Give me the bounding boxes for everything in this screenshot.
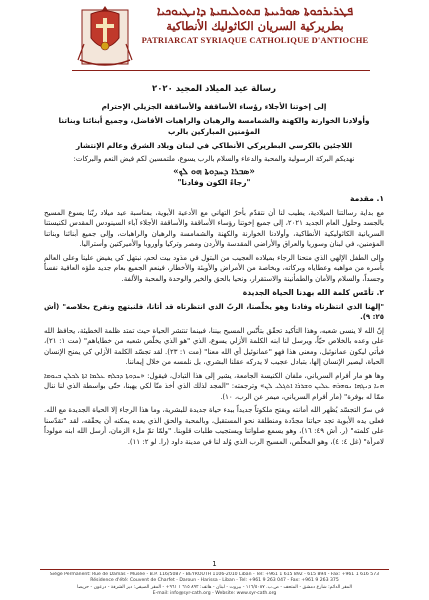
page-number: 1 [212,560,217,568]
paragraph-2: وإلى الطفل الإلهي الذي منحنا الرجاء بميلاده العجيب من البتول في مذود بيت لحم، نبتهل كي يفيض علينا وعلى العالم بأسره من مواهبه وعطاياه وبركاته، وبخاصة من الأمراض والأوبئة والأخطار، فينعم الجميع بعام جديد ملؤه العافية نفساً وجسداً، والسلام والأمان والطمأنينة والاستقرار، ونحيا بالحق والخير والوحدة والمحبة والألفة. [44,253,384,283]
paragraph-5: في سرّ التجسّد يُظهر الله أمانته ويفتح ملكوتاً جديداً ببدء حياة جديدة للبشرية، وما هذا الرجاء إلا الحياة الجديدة مع الله. فعلى يده الأبوية تجد حياتنا مجدّدة ومنطلقة نحو المستقبل، وبالمحبة والحق الذي يعده يمكنه أن يحقّقه، لقد "تقدّسنا على كلمته" (ر. أش ٤٩: ١٦)، وهو يسمع صلواتنا ويستجيب طلبات قلوبنا. "ولمّا تمّ ملء الزمان، أرسل الله ابنه مولوداً لامرأة" (غل ٤: ٤)، وهو المخلّص، المسيح الرب الذي وُلد لنا في مدينة داود (را. لو ٢: ١١). [44,406,384,446]
letterhead-text [140,4,370,46]
footer-divider [40,569,389,570]
letterhead [0,0,429,76]
footer-address-main: Siège Permanent: Rue de Damas - Musée - B.P. 116/5087 - BEYROUTH 1106-2010 Liban - Tel: +961 1 615 892 - 615 894 - Fax: +961 1 616 573 [49,572,380,577]
syriac-motto: «ܣܒܪܐ ܕܚܕܘܬܐ ܗܘ ܠܟ» [173,167,255,177]
section-heading-1: ١. مقدمة [349,194,384,203]
paragraph-3: إنّ الله لا ينسى شعبه، وهذا التأكيد تحقّق بتأنّس المسيح بيننا، فبينما تنتشر الحياة حيث تمتد ظلمة الخطيئة، يحافظ الله على وعده بالخلاص حيّاً، ويرسل لنا ابنه الكلمة الأزلي يسوع، الذي "هو الذي يخلّص شعبه من خطاياهم" (مت ١: ٢١)، فيأتي ليكون عمانوئيل، ومعنى هذا فهو "عمانوئيل أي الله معنا" (مت ١: ٢٣). لقد تجسّد الكلمة الأزلي كي يمنح الإنسان الحياة، ليصير الإنسان إلها، بتبادل عجيب لا يدركه عقلنا البشري، بل نلمسه من خلال إيماننا. [44,326,384,366]
footer-contact: E-mail: info@syr-cath.org - Website: www.syr-cath.org [152,591,277,597]
letterhead-syriac: ܦܛܪܝܪܟܘܬܐ ܣܘܪܝܝܬܐ ܩܬܘܠܝܩܝܬܐ ܕܐܢܛܝܘܟܝܐ [156,4,354,18]
patriarchal-crest-icon [74,4,136,68]
letter-body [44,84,384,450]
letterhead-arabic: بطريركية السريان الكاثوليك الأنطاكية [166,19,344,33]
section-heading-2: ٢. تأمّس كلمة الله بهدنا الحياة الجديدة [242,288,384,297]
letterhead-divider [72,70,370,71]
footer [30,572,399,598]
letterhead-french: PATRIARCAT SYRIAQUE CATHOLIQUE D'ANTIOCHE [141,35,369,45]
address-line-2: وأولادنا الخوارنة والكهنة والشمامسة والرهبان والراهبات الأفاضل، وجميع أبنائنا وبناتنا المؤمنين المباركين بالرب [58,115,370,136]
address-line-1: إلى إخوتنا الأجلاء رؤساء الأساقفة والأساقفة الجزيلي الإحترام [101,101,327,111]
paragraph-4: وها هو مار أفرام السرياني، ملفان الكنيسة الجامعة، يشير إلى هذا التبادل، فيقول: «ܚܕܘܬܐ ܕܟܠܗ ܥܠܡܐ ܐܬܐ ܠܟܠܢ ܒܝܘܡܐ ܗܢܐ ܕܢܓܗܐ ܢܘܗܪܗ ܥܠܝܢ ܘܫܪܪܐ ܐܬܓܠܝ ܠܢ» وترجمته: "المجد لذلك الذي أخذ منّا لكي يهبنا، حتّى بواسطة الذي لنا ننال ممّا له بوفرة" (مار أفرام السرياني، ميمر عن الرب، ١٠). [44,371,384,401]
arabic-motto: "رجاءُ الكون وفادنا" [177,177,251,187]
scripture-quote: "إلهنا الذي انتظرناه وفادنا وهو يخلّصنا، الربّ الذي انتظرناه قد أتانا، فلنبتهج ونفرح بخلاصه" (أش ٢٥: ٩). [44,302,384,321]
letter-title: رسالة عيد الميلاد المجيد ٢٠٢٠ [152,84,276,94]
footer-address-arabic: المقر الدائم: شارع دمشق - المتحف - ص.ب. ١١٦/٥٠٨٧ - بيروت - لبنان - هاتف: ٨٩٢ ٦١٥ ١ ٩٦١+ - المقر الصيفي: دير الشرفة - درعون - حريصا [76,584,353,590]
address-line-3: اللاجئين بالكرسي البطريركي الأنطاكي في لبنان وبلاد الشرق وعالم الإنتشار [75,140,353,150]
paragraph-1: مع بداية رسالتنا الميلادية، يطيب لنا أن نتقدّم بأحرّ التهاني مع الأدعية الأبوية، بمناسبة عيد ميلاد ربّنا يسوع المسيح بالجسد وحلول العام الجديد ٢٠٢١، إلى جميع إخوتنا رؤساء الأساقفة والأساقفة الأجلاء آباء السينودس المقدس لكنيستنا السريانية الكاثوليكية الأنطاكية، وأولادنا الخوارنة والكهنة والشمامسة والرهبان والراهبات، وإلى جميع أبنائنا وبناتنا المؤمنين، في لبنان وسوريا والعراق والأراضي المقدسة والأردن ومصر وتركيا وأوروبا والأميركتين وأستراليا. [44,208,384,248]
footer-address-summer: Résidence d'été: Couvent de Charfet - Daroun - Harissa - Liban - Tel: +961 9 263 047 - Fax: +961 9 263 375 [90,578,339,584]
greeting: نهديكم البركة الرسولية والمحبة والدعاء والسلام بالرب يسوع، ملتمسين لكم فيض النعم والبركات: [73,154,355,163]
